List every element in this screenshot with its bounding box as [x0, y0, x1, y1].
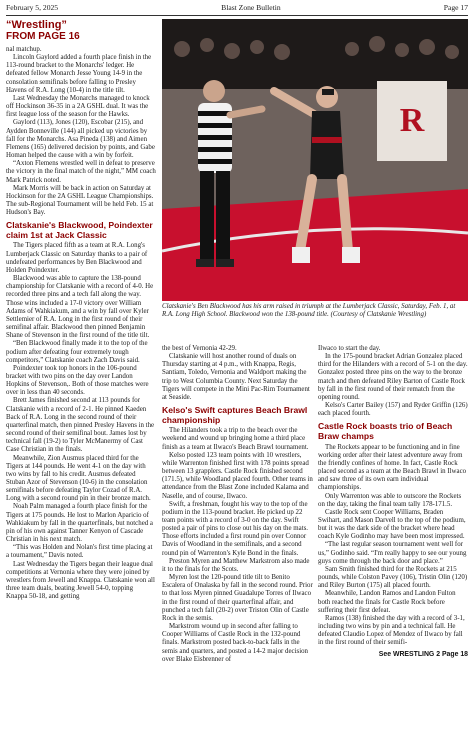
paragraph: The Rockets appear to be functioning and in fine working order after their latest adventure away from the friendly confines of home. In fact, Castle Rock placed second as a team at the Beach Brawl in Ilwaco and saw three of its own earn individual championships.: [318, 443, 467, 492]
headline-kelso: Kelso's Swift captures Beach Brawl championship: [162, 405, 308, 425]
paragraph: nal matchup.: [6, 46, 42, 53]
paragraph: the best of Vernonia 42-29.: [162, 345, 237, 352]
headline-castle-rock: Castle Rock boasts trio of Beach Braw champs: [318, 421, 453, 441]
paragraph: In the 175-pound bracket Adrian Gonzalez placed third for the Hilanders with a record of 5-1 on the day. Gonzalez posted three pins on the way to the bronze match and then defeated Riley Barton of Castle Rock by fall in the first round of their rematch from the opening round.: [318, 353, 468, 401]
article-wrestling-continued: [6, 46, 156, 217]
page-header: [6, 2, 468, 14]
column-2: [162, 345, 313, 664]
continued-link[interactable]: See WRESTLING 2 Page 18: [378, 650, 468, 658]
paragraph: “Ben Blackwood finally made it to the top of the podium after defeating four extremely tough competitors,” Clatskanie coach Zach Davis said.: [6, 340, 148, 364]
header-publication: Blast Zone Bulletin: [221, 3, 281, 12]
article-kelso: [162, 427, 313, 664]
paragraph: Ilwaco to start the day.: [318, 345, 381, 352]
paragraph: Noah Palm managed a fourth place finish for the Tigers at 175 pounds. He lost to Marlon Aparicio of Wahkiakum by fall in the quarterfinals, but notched a pin of his own against Tanner Kenyon of Cascade Christian in his next match.: [6, 503, 153, 544]
jump-title: “Wrestling”: [6, 19, 67, 31]
column-1: [6, 19, 156, 601]
paragraph: Mark Morris will be back in action on Saturday at Hockinson for the 2A GSHL League Championships. The sub-Regional Tournament will be held Feb. 15 at Hudson's Bay.: [6, 184, 154, 217]
paragraph: “The last regular season tournament went well for us,” Godinho said. “I'm really happy to see our young guys come through the back door and place.”: [318, 541, 467, 565]
paragraph: Kelso posted 123 team points with 10 wrestlers, while Warrenton finished first with 178 points spread between 13 grapplers. Castle Rock finished second (171.5), while Woodland placed fourth. Other teams in attendance from the Blast Zone included Kalama and Naselle, and of course, Ilwaco.: [162, 451, 313, 500]
paragraph: Blackwood was able to capture the 138-pound championship for Clatskanie with a record of 4-0. He recorded three pins and a tech fall along the way. Those wins included a 17-0 victory over William Adams of Wahkiakum, and a win by fall over Kyler Settlemier of R.A. Long in the first round of their semifinal affair. Blackwood then pinned Benjamin Shane of Stevenson in the first round of the title tilt.: [6, 275, 154, 340]
header-rule: [6, 15, 468, 16]
paragraph: The Tigers placed fifth as a team at R.A. Long's Lumberjack Classic on Saturday thanks to a pair of undefeated performances by Ben Blackwood and Holden Poindexter.: [6, 242, 148, 274]
paragraph: Brett James finished second at 113 pounds for Clatskanie with a record of 2-1. He pinned Kaeden Back of R.A. Long in the second round of their quarterfinal match, then pinned Presley Havens in the second round of their semifinal bout. James lost by technical fall (19-2) to Tyler McManermy of Cast Case Christian in the finals.: [6, 397, 155, 454]
paragraph: Last Wednesday the Monarchs managed to knock off Hockinson 36-35 in a 2A GSHL dual. It was the first league loss of the season for the Hawks.: [6, 94, 150, 119]
header-date: February 5, 2025: [6, 3, 59, 12]
paragraph: Meanwhile, Zion Ausmus placed third for the Tigers at 144 pounds. He went 4-1 on the day with two wins by fall to his credit. Ausmus defeated Stuban Azor of Stevenson (10-6) in the consolation semifinals before defeating Taylor Cozad of R.A. Long with a second round pin in their bronze match.: [6, 454, 151, 503]
paragraph: Meanwhile, Landon Ramos and Landon Fulton both reached the finals for Castle Rock before suffering their first defeat.: [318, 590, 456, 614]
banner-logo-icon: R: [399, 102, 425, 139]
paragraph: Lincoln Gaylord added a fourth place finish in the 113-round bracket to the Monarchs' ledger. He defeated fellow Monarch Jesse Young 14-9 in the consolation semifinals before falling to Presley Havens of R.A. Long (10-4) in the title tilt.: [6, 54, 152, 94]
paragraph: Only Warrenton was able to outscore the Rockets on the day, taking the final team tally 178-171.5.: [318, 492, 462, 508]
paragraph: Ramos (138) finished the day with a record of 3-1, including two wins by pin and a technical fall. He defeated Claudio Lopez of Mendez of Ilwaco by fall in the first round of their semifi-: [318, 614, 465, 647]
paragraph: “Axton Flemens wrestled well in defeat to preserve the victory in the final match of the night,” MM coach Mark Patrick noted.: [6, 160, 156, 184]
header-page-number: Page 17: [443, 3, 468, 12]
article-castle-rock: [318, 444, 468, 648]
paragraph: Kelso's Carter Bailey (157) and Ryder Griffin (126) each placed fourth.: [318, 402, 468, 418]
photo-illustration: [162, 19, 468, 301]
paragraph: Sam Smith finished third for the Rockets at 215 pounds, while Colston Pavey (106), Tristin Olin (120) and Riley Burton (175) all placed fourth.: [318, 565, 468, 590]
paragraph: The Hilanders took a trip to the beach over the weekend and wound up bringing home a third place finish as a team at Ilwaco's Beach Brawl tournament.: [162, 427, 309, 451]
paragraph: Poindexter took top honors in the 106-pound bracket with two pins on the day over Landon Hopkins of Stevenson,. Both of those matches were over in less than 40 seconds.: [6, 364, 149, 397]
wrestling-photo: [162, 19, 468, 301]
jump-from: FROM PAGE 16: [6, 31, 80, 42]
headline-clatskanie: Clatskanie's Blackwood, Poindexter claim 1st at Jack Classic: [6, 220, 153, 240]
paragraph: Markstrom wound up in second after falling to Cooper Williams of Castle Rock in the 132-pound finals. Markstrom posted back-to-back falls in the semis and quarters, and posted a 14-2 major decision over Blake Eisbrenner of: [162, 623, 309, 663]
paragraph: “This was Holden and Nolan's first time placing at a tournament,” Davis noted.: [6, 544, 153, 560]
paragraph: Swift, a freshman, fought his way to the top of the podium in the 113-pound bracket. He picked up 22 team points with a record of 3-0 on the day. Swift posted a pair of pins to close out his day on the mats. Those efforts included a first round pin over Connor Davis of Woodland in the semifinals, and a second round pin of Warrenton's Kyle Bond in the finals.: [162, 500, 309, 557]
paragraph: Castle Rock sent Cooper Williams, Braden Swihart, and Mason Darvell to the top of the podium, but it was the dark side of the bracket where head coach Kyle Godinho may have been most impressed.: [318, 508, 466, 541]
paragraph: Clatskanie will host another round of duals on Thursday starting at 4 p.m., with Knappa, Regis, Santiam, Toledo, Vernonia and Waldport making the trip to West Columbia County. Next Saturday the Tigers will compete in the Mini Pac-Rim Tournament at Seaside.: [162, 353, 310, 401]
article-clatskanie: [6, 242, 156, 601]
paragraph: Myren lost the 120-pound title tilt to Benito Escalera of Onalaska by fall in the second round. Prior to that loss Myren pinned Guadalupe Torres of Ilwaco in the first round of their quarterfinal affair, and punched a tech fall (20-2) over Triston Olin of Castle Rock in the semis.: [162, 574, 313, 622]
photo-caption: Clatskanie's Ben Blackwood has his arm raised in triumph at the Lumberjack Classic, Saturday, Feb. 1, at R.A. Long High School. Blackwood won the 138-pound title. (Courtesy of Clatskanie Wrestling): [162, 303, 456, 319]
paragraph: Preston Myren and Matthew Markstrom also made it to the finals for the Scots.: [162, 557, 310, 573]
paragraph: Gaylord (113), Jones (120), Escobar (215), and Aydden Bonneville (144) all picked up victories by fall for the Monarchs. Asa Pineda (138) and Aimen Flemens (165) delivered decision by points, and Gabe Homan helped the cause with a win by forfeit.: [6, 119, 155, 160]
paragraph: Last Wednesday the Tigers began their league dual competitions at Vernonia where they were joined by wrestlers from Jewell and Knappa. Clatskanie won all three team duals, beating Jewell 54-0, topping Knappa 50-18, and getting: [6, 560, 155, 601]
column-3: [318, 345, 468, 659]
